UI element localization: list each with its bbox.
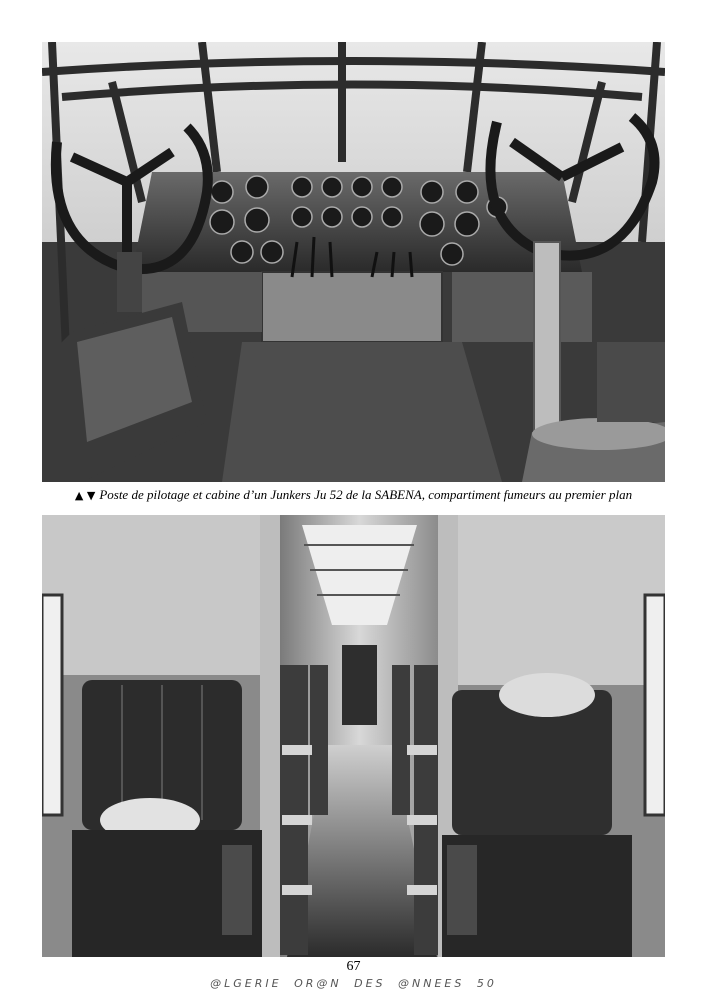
cockpit-illustration [42,42,665,482]
cabin-photo [42,515,665,957]
page-number: 67 [346,959,361,974]
footer-title: @LGERIE OR@N DES @NNEES 50 [210,977,497,990]
caption-text: Poste de pilotage et cabine d’un Junkers Ju 52 de la SABENA, compartiment fumeurs au premier plan [99,487,633,502]
caption-arrows: ▲ ▼ [74,489,96,502]
photo-caption [42,485,665,505]
cabin-illustration [42,515,665,957]
cockpit-photo [42,42,665,482]
